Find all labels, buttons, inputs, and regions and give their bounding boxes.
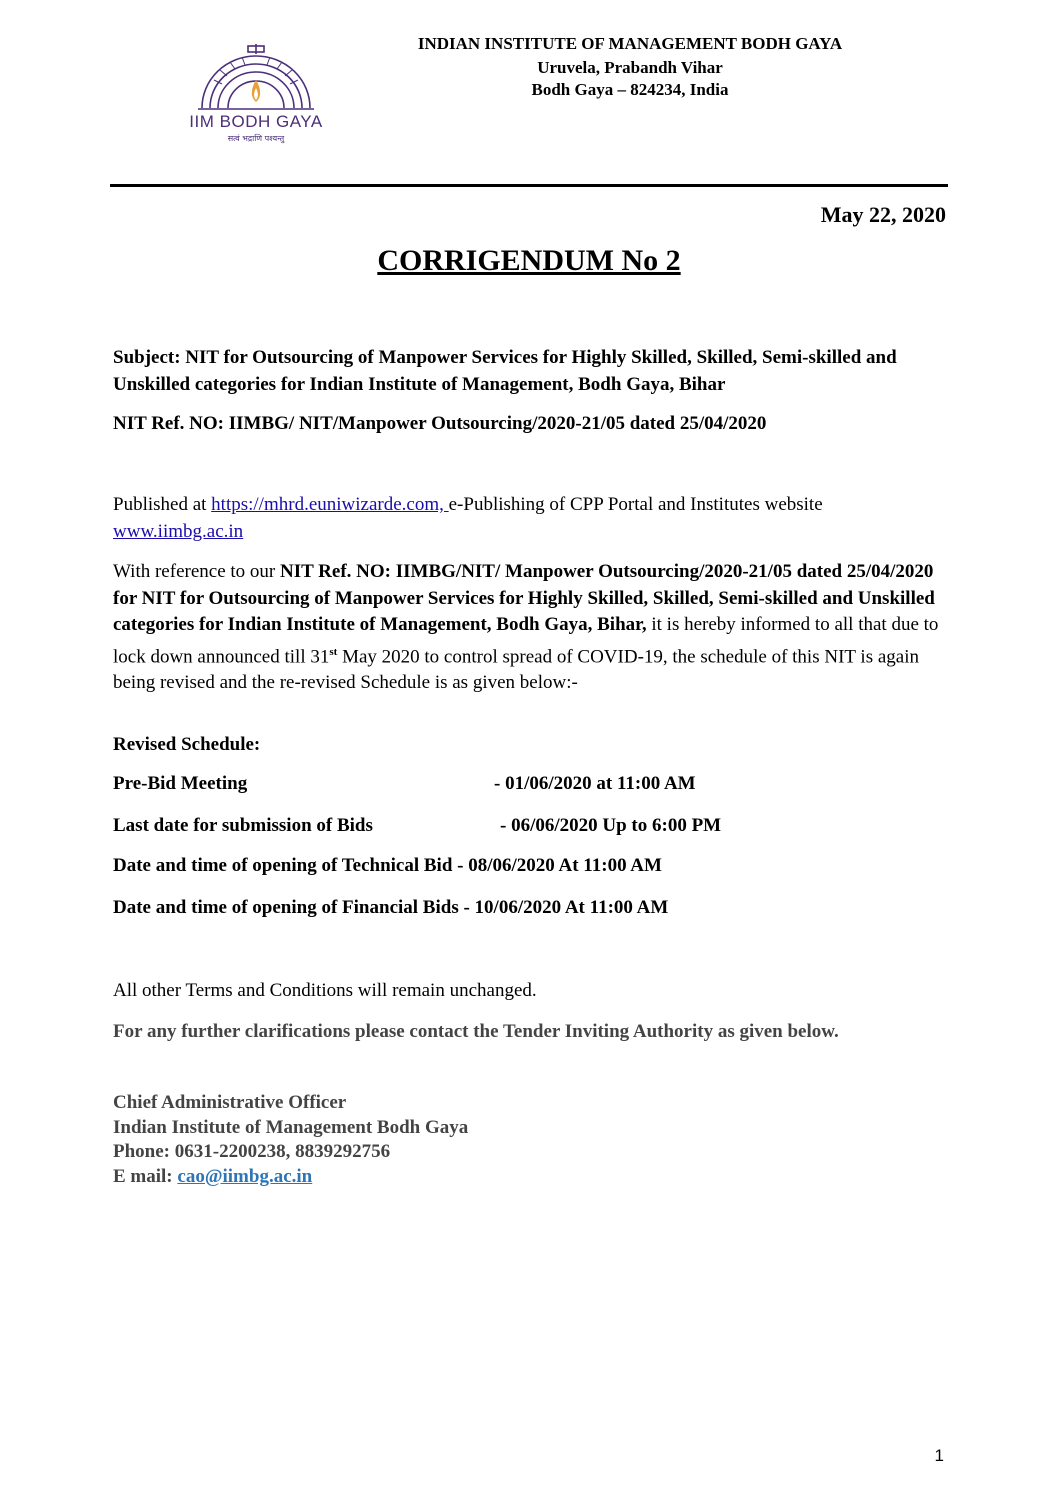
schedule-value: - 01/06/2020 at 11:00 AM — [494, 773, 696, 794]
contact-designation: Chief Administrative Officer — [113, 1092, 347, 1113]
schedule-row-financial — [113, 897, 668, 919]
schedule-value: - 08/06/2020 At 11:00 AM — [457, 855, 662, 876]
contact-block — [113, 1091, 945, 1189]
reference-text-1: it is hereby informed to all that due to lock down announced till 31 — [113, 614, 939, 667]
schedule-label: Last date for submission of Bids — [113, 815, 373, 836]
schedule-label: Date and time of opening of Technical Bid — [113, 855, 453, 876]
published-middle: e-Publishing of CPP Portal and Institutes website — [448, 494, 823, 515]
header-divider — [110, 184, 948, 187]
nit-reference: NIT Ref. NO: IIMBG/ NIT/Manpower Outsourcing/2020-21/05 dated 25/04/2020 — [113, 413, 767, 434]
contact-phone: Phone: 0631-2200238, 8839292756 — [113, 1141, 391, 1162]
reference-superscript: st — [329, 645, 338, 658]
contact-email-row — [113, 1165, 945, 1190]
published-paragraph — [113, 492, 945, 545]
institute-logo — [188, 40, 324, 152]
email-link[interactable]: cao@iimbg.ac.in — [177, 1165, 313, 1187]
stupa-emblem-icon — [188, 40, 324, 112]
address-line-1: Uruvela, Prabandh Vihar — [537, 58, 723, 77]
reference-text-2: May 2020 to control spread of COVID-19, the schedule of this NIT is again being revised and the re-revised Schedule is as given below:- — [113, 645, 919, 694]
schedule-value: - 10/06/2020 At 11:00 AM — [463, 897, 669, 918]
address-line-2: Bodh Gaya – 824234, India — [531, 80, 729, 99]
subject-line: Subject: NIT for Outsourcing of Manpower Services for Highly Skilled, Skilled, Semi-skilled and Unskilled categories for Indian Institute of Management, Bodh Gaya, Bihar — [113, 347, 897, 395]
schedule-label: Pre-Bid Meeting — [113, 773, 248, 794]
clarifications-note: For any further clarifications please contact the Tender Inviting Authority as given below. — [113, 1021, 839, 1042]
logo-tagline: सत्वं भद्राणि पश्यन्तु — [227, 134, 285, 143]
institute-name: INDIAN INSTITUTE OF MANAGEMENT BODH GAYA — [417, 34, 843, 53]
reference-bold: NIT Ref. NO: IIMBG/NIT/ Manpower Outsourcing/2020-21/05 dated 25/04/2020 for NIT for Outsourcing of Manpower Services for Highly Skilled, Skilled, Semi-skilled and Unskilled categories for Indian Institute of Management, Bodh Gaya, Bihar, — [113, 561, 935, 635]
document-date: May 22, 2020 — [820, 202, 946, 227]
reference-paragraph — [113, 559, 945, 697]
schedule-label: Date and time of opening of Financial Bids — [113, 897, 459, 918]
schedule-value: - 06/06/2020 Up to 6:00 PM — [500, 815, 722, 836]
institute-website-link[interactable]: www.iimbg.ac.in — [113, 520, 244, 542]
schedule-heading: Revised Schedule: — [113, 734, 261, 755]
contact-organisation: Indian Institute of Management Bodh Gaya — [113, 1116, 469, 1138]
schedule-row-technical — [113, 855, 662, 877]
email-label: E mail: — [113, 1165, 178, 1187]
terms-note: All other Terms and Conditions will remain unchanged. — [113, 980, 537, 1001]
document-title: CORRIGENDUM No 2 — [377, 244, 681, 277]
cpp-portal-link[interactable]: https://mhrd.euniwizarde.com, — [211, 494, 449, 515]
logo-wordmark: IIM BODH GAYA — [189, 112, 323, 131]
reference-prefix: With reference to our — [113, 561, 280, 582]
published-prefix: Published at — [113, 494, 212, 515]
page-number: 1 — [934, 1446, 944, 1465]
